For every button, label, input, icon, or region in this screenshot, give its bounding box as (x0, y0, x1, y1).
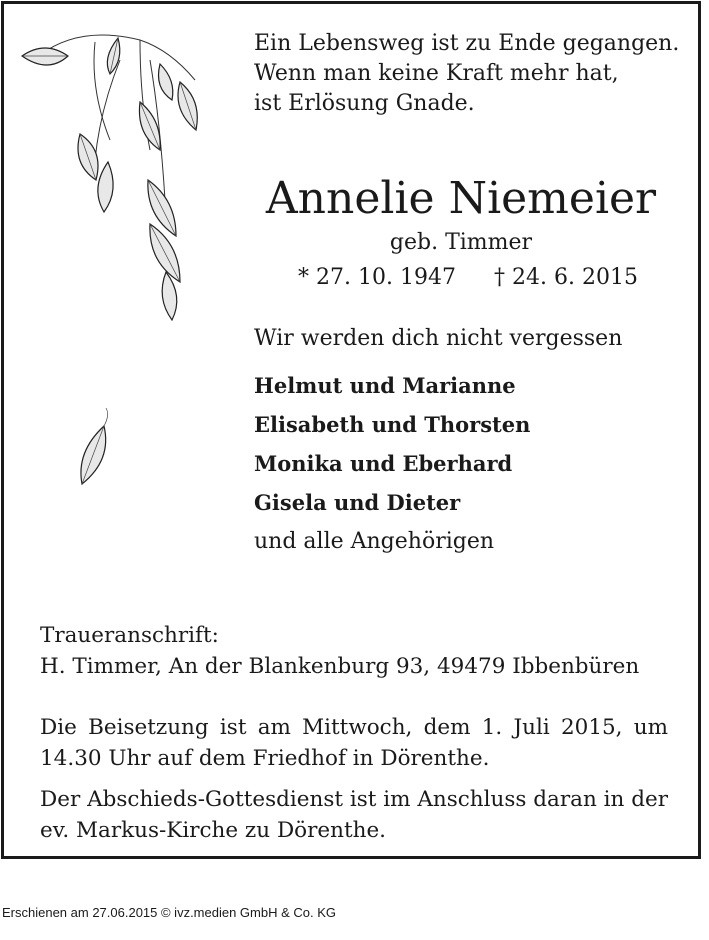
mourner-name: Helmut und Marianne (254, 373, 516, 398)
deceased-name: Annelie Niemeier (265, 173, 657, 224)
burial-notice: Die Beisetzung ist am Mittwoch, dem 1. Juli 2015, um 14.30 Uhr auf dem Friedhof in Dörenthe. (40, 715, 668, 771)
farewell-text: Wir werden dich nicht vergessen (254, 326, 623, 351)
motto-line-2: Wenn man keine Kraft mehr hat, (254, 61, 619, 86)
service-notice: Der Abschieds-Gottesdienst ist im Anschluss daran in der ev. Markus-Kirche zu Dörenthe. (40, 787, 668, 843)
birth-date: * 27. 10. 1947 (298, 265, 456, 290)
publication-footer: Erschienen am 27.06.2015 © ivz.medien GmbH & Co. KG (2, 905, 337, 920)
death-date: † 24. 6. 2015 (494, 265, 638, 290)
motto-line-1: Ein Lebensweg ist zu Ende gegangen. (254, 31, 680, 56)
address: H. Timmer, An der Blankenburg 93, 49479 Ibbenbüren (40, 654, 640, 679)
mourner-name: Monika und Eberhard (254, 451, 513, 476)
maiden-name: geb. Timmer (389, 230, 533, 255)
address-label: Traueranschrift: (40, 623, 219, 648)
motto-line-3: ist Erlösung Gnade. (254, 91, 475, 116)
mourner-name: Gisela und Dieter (254, 490, 461, 515)
relatives-text: und alle Angehörigen (254, 529, 495, 554)
mourner-name: Elisabeth und Thorsten (254, 412, 531, 437)
